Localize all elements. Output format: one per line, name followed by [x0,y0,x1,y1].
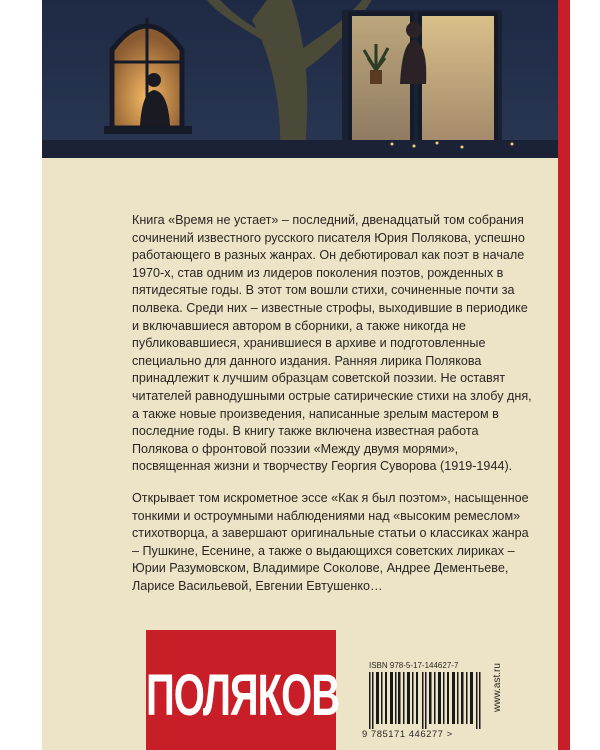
author-logo-text: ПОЛЯКОВ [146,664,340,728]
description-paragraph-2 [132,490,532,596]
author-logo [146,630,340,750]
description-text-1: Книга «Время не устает» – последний, двенадцатый том собрания сочинений известного русского писателя Юрия Полякова, успешно работающего в разных жанрах. Он дебютировал как поэт в начале 1970-х, став одним из лидеров поколения поэтов, рожденных в пятидесятые годы. В этот том вошли стихи, сочиненные почти за полвека. Среди них – известные строфы, выходившие в периодике и включавшиеся автором в сборники, а также никогда не публиковавшиеся, хранившиеся в архиве и подготовленные специально для данного издания. Ранняя лирика Полякова принадлежит к лучшим образцам советской поэзии. Не оставят читателей равнодушными острые сатирические стихи на злобу дня, а также новые произведения, написанные зрелым мастером в последние годы. В книгу также включена известная работа Полякова о фронтовой поэзии «Между двумя морями», посвященная жизни и творчеству Георгия Суворова (1919-1944). [132,213,532,474]
barcode [367,672,483,729]
book-back-cover [42,0,558,750]
spine-strip [558,0,570,750]
description-paragraph-1 [132,212,532,476]
description-text-2: Открывает том искрометное эссе «Как я был поэтом», насыщенное тонкими и остроумными наблюдениями над «высоким ремеслом» стихотворца, а завершают оригинальные статьи о классиках жанра – Пушкине, Есенине, а также о выдающихся советских лириках – Юрии Разумовском, Владимире Соколове, Андрее Дементьеве, Ларисе Васильевой, Евгении Евтушенко… [132,491,529,593]
publisher-url: www.ast.ru [492,663,503,712]
cover-illustration [42,0,558,158]
barcode-digits: 9 785171 446277 > [362,729,453,740]
isbn-label: ISBN 978-5-17-144627-7 [369,661,459,670]
